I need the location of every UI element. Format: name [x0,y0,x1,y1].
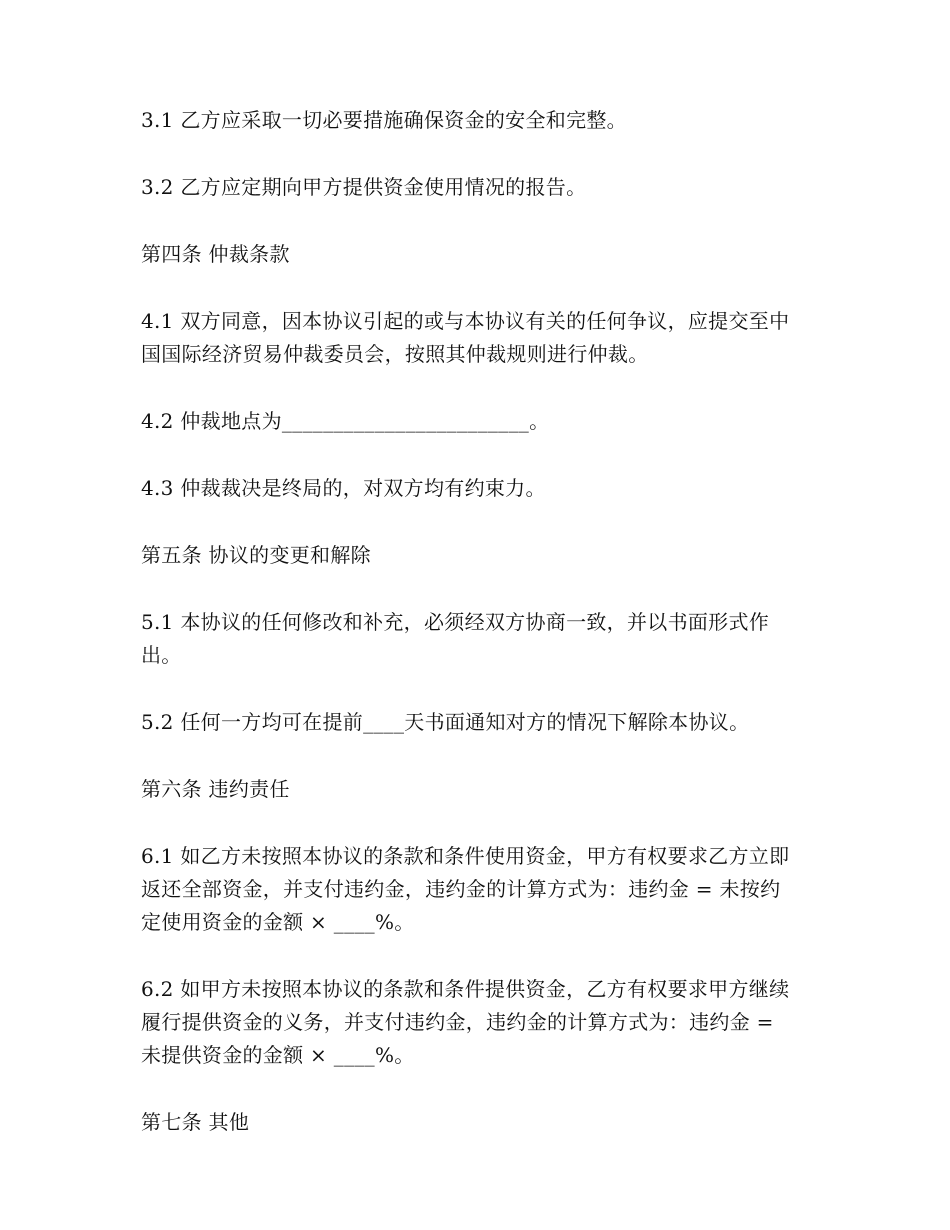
clause-3-1: 3.1 乙方应采取一切必要措施确保资金的安全和完整。 [141,108,627,132]
article-4-heading: 第四条 仲裁条款 [141,242,290,266]
clause-5-1: 5.1 本协议的任何修改和补充，必须经双方协商一致，并以书面形式作出。 [141,610,770,667]
article-5-heading: 第五条 协议的变更和解除 [141,543,371,567]
clause-4-1: 4.1 双方同意，因本协议引起的或与本协议有关的任何争议，应提交至中国国际经济贸易仲裁委员会，按照其仲裁规则进行仲裁。 [141,309,790,366]
article-7-heading: 第七条 其他 [141,1110,250,1134]
article-6-heading: 第六条 违约责任 [141,777,290,801]
clause-4-2: 4.2 仲裁地点为________________________。 [141,409,550,433]
clause-5-2: 5.2 任何一方均可在提前____天书面通知对方的情况下解除本协议。 [141,710,750,734]
clause-3-2: 3.2 乙方应定期向甲方提供资金使用情况的报告。 [141,175,587,199]
clause-4-3: 4.3 仲裁裁决是终局的，对双方均有约束力。 [141,476,546,500]
clause-6-2: 6.2 如甲方未按照本协议的条款和条件提供资金，乙方有权要求甲方继续履行提供资金的义务，并支付违约金，违约金的计算方式为：违约金 = 未提供资金的金额 × ____%。 [141,977,790,1067]
clause-6-1: 6.1 如乙方未按照本协议的条款和条件使用资金，甲方有权要求乙方立即返还全部资金，并支付违约金，违约金的计算方式为：违约金 = 未按约定使用资金的金额 × ____%。 [141,844,790,934]
